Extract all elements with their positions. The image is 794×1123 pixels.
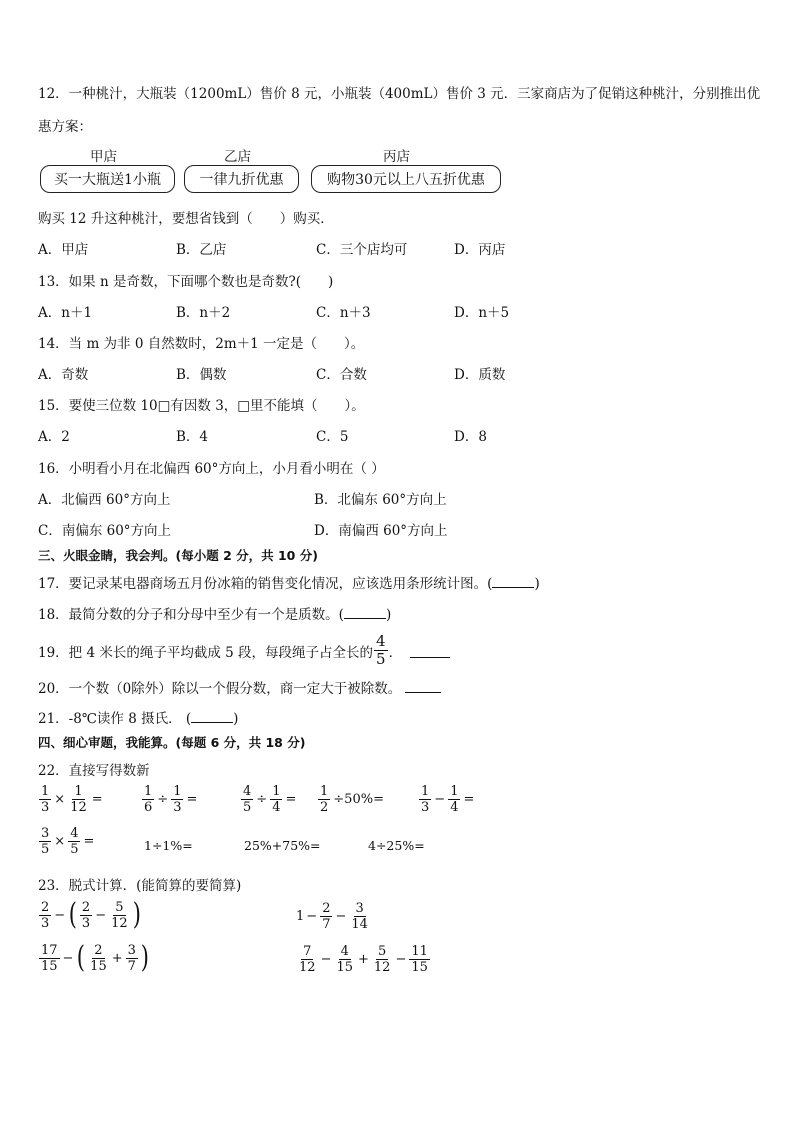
- q12-options: [38, 238, 505, 258]
- q21-text: 21．-8℃读作 8 摄氏． (: [38, 711, 192, 727]
- q18-answer-blank[interactable]: [344, 618, 386, 619]
- shop-bing-offer: 购物30元以上八五折优惠: [311, 165, 501, 193]
- q22-expr-2: $\frac{1}{6}$ ÷ $\frac{1}{3}$ =: [144, 784, 198, 815]
- q22-expr-6: $\frac{3}{5}$ × $\frac{4}{5}$ =: [41, 826, 95, 857]
- q23-expr-3: $\frac{17}{15}$ − ( $\frac{2}{15}$ + $\frac{3}{7}$ ): [41, 940, 149, 975]
- fraction: $\frac{4}{15}$: [336, 944, 353, 975]
- q19-fraction-numerator: 4: [376, 632, 386, 650]
- fraction: $\frac{1}{12}$: [70, 784, 87, 815]
- q19-line: [38, 634, 450, 667]
- q12-stem-line2: 惠方案：: [38, 119, 92, 135]
- q13-option-d[interactable]: D．n＋5: [454, 305, 510, 321]
- q13-option-b[interactable]: B．n＋2: [176, 305, 231, 321]
- fraction: $\frac{1}{3}$: [173, 784, 182, 815]
- fraction: $\frac{2}{15}$: [90, 942, 107, 974]
- shop-yi-offer: 一律九折优惠: [184, 165, 299, 193]
- q14-stem: 14．当 m 为非 0 自然数时，2m＋1 一定是（ ）。: [38, 336, 365, 352]
- q13-option-a[interactable]: A．n＋1: [38, 305, 93, 321]
- q19-fraction-denominator: 5: [376, 650, 386, 668]
- q13-options: [38, 301, 509, 321]
- q14-option-b[interactable]: B．偶数: [176, 367, 227, 383]
- q12-stem-line1: 12．一种桃汁，大瓶装（1200mL）售价 8 元，小瓶装（400mL）售价 3 元．三家商店为了促销这种桃汁，分别推出优: [38, 86, 761, 102]
- q21-close-paren: ): [233, 711, 239, 727]
- q15-options: [38, 425, 487, 445]
- fraction: $\frac{1}{4}$: [450, 784, 459, 815]
- fraction: $\frac{11}{15}$: [411, 944, 428, 975]
- q20-text: 20．一个数（0除外）除以一个假分数，商一定大于被除数。: [38, 681, 402, 697]
- fraction: $\frac{1}{6}$: [144, 784, 153, 815]
- q21-answer-blank[interactable]: [191, 722, 233, 723]
- q22-expr-5: $\frac{1}{3}$ − $\frac{1}{4}$ =: [421, 784, 475, 815]
- fraction: $\frac{1}{4}$: [272, 784, 281, 815]
- q15-option-a[interactable]: A．2: [38, 429, 70, 445]
- q17-line: [38, 572, 540, 592]
- q13-option-c[interactable]: C．n＋3: [316, 305, 371, 321]
- q12-option-a[interactable]: A．甲店: [38, 242, 89, 258]
- fraction: $\frac{3}{7}$: [127, 942, 136, 974]
- q23-expr-1: $\frac{2}{3}$ − ( $\frac{2}{3}$ − $\frac{5}{12}$ ): [41, 897, 141, 932]
- q22-expr-8: 25%+75%=: [244, 838, 321, 853]
- q23-expr-4: $\frac{7}{12}$ − $\frac{4}{15}$ + $\frac{5}{12}$ − $\frac{11}{15}$: [299, 944, 428, 975]
- fraction: $\frac{4}{5}$: [243, 784, 252, 815]
- q19-text: 19．把 4 米长的绳子平均截成 5 段，每段绳子占全长的: [38, 644, 374, 661]
- fraction: $\frac{5}{12}$: [111, 899, 128, 931]
- q19-period: ．: [388, 644, 403, 661]
- fraction: $\frac{3}{5}$: [41, 826, 50, 857]
- q18-line: [38, 603, 391, 623]
- q16-options-row2: [38, 519, 448, 539]
- q23-title: 23．脱式计算．(能简算的要简算): [38, 878, 242, 894]
- q17-close-paren: ): [534, 576, 540, 592]
- q17-answer-blank[interactable]: [492, 587, 534, 588]
- q12-option-b[interactable]: B．乙店: [176, 242, 227, 258]
- q20-line: [38, 677, 441, 697]
- q13-stem: 13．如果 n 是奇数，下面哪个数也是奇数?( ): [38, 274, 334, 290]
- shop-bing-label: 丙店: [383, 149, 410, 165]
- fraction: $\frac{4}{5}$: [70, 826, 79, 857]
- section4-heading: 四、细心审题，我能算。(每题 6 分，共 18 分): [38, 735, 306, 750]
- q14-option-d[interactable]: D．质数: [454, 367, 506, 383]
- q18-text: 18．最简分数的分子和分母中至少有一个是质数。(: [38, 607, 344, 623]
- fraction: $\frac{17}{15}$: [41, 942, 58, 974]
- fraction: $\frac{1}{3}$: [421, 784, 430, 815]
- shop-yi-label: 乙店: [224, 149, 251, 165]
- q22-expr-7: 1÷1%=: [144, 838, 193, 853]
- fraction: $\frac{1}{2}$: [320, 784, 329, 815]
- q15-option-d[interactable]: D．8: [454, 429, 487, 445]
- q16-option-c[interactable]: C．南偏东 60°方向上: [38, 523, 172, 539]
- q15-option-c[interactable]: C．5: [316, 429, 349, 445]
- q22-title: 22．直接写得数新: [38, 763, 150, 779]
- q16-option-b[interactable]: B．北偏东 60°方向上: [314, 492, 447, 508]
- fraction: $\frac{2}{3}$: [41, 899, 50, 931]
- q16-option-d[interactable]: D．南偏西 60°方向上: [314, 523, 448, 539]
- q16-options-row1: [38, 488, 447, 508]
- q16-option-a[interactable]: A．北偏西 60°方向上: [38, 492, 171, 508]
- q22-expr-9: 4÷25%=: [368, 838, 425, 853]
- q12-question: 购买 12 升这种桃汁，要想省钱到（ ）购买．: [38, 211, 334, 227]
- q12-option-c[interactable]: C．三个店均可: [316, 242, 408, 258]
- q15-stem: 15．要使三位数 10□有因数 3，□里不能填（ ）。: [38, 398, 365, 414]
- q21-line: [38, 707, 238, 727]
- q23-expr-2: 1 − $\frac{2}{7}$ − $\frac{3}{14}$: [296, 901, 368, 932]
- fraction: $\frac{2}{3}$: [81, 899, 91, 931]
- q12-option-d[interactable]: D．丙店: [454, 242, 506, 258]
- shop-jia-offer: 买一大瓶送1小瓶: [40, 165, 175, 193]
- q22-expr-4: $\frac{1}{2}$ ÷50%=: [320, 784, 384, 815]
- fraction: $\frac{1}{3}$: [41, 784, 50, 815]
- q15-option-b[interactable]: B．4: [176, 429, 209, 445]
- shop-jia-label: 甲店: [90, 149, 117, 165]
- q22-expr-3: $\frac{4}{5}$ ÷ $\frac{1}{4}$ =: [243, 784, 297, 815]
- fraction: $\frac{2}{7}$: [322, 901, 331, 932]
- q14-option-a[interactable]: A．奇数: [38, 367, 89, 383]
- q22-expr-1: $\frac{1}{3}$ × $\frac{1}{12}$ =: [41, 784, 103, 815]
- q14-option-c[interactable]: C．合数: [316, 367, 367, 383]
- q18-close-paren: ): [385, 607, 392, 623]
- q14-options: [38, 363, 505, 383]
- q16-stem: 16．小明看小月在北偏西 60°方向上，小月看小明在（ ）: [38, 461, 385, 477]
- section3-heading: 三、火眼金睛，我会判。(每小题 2 分，共 10 分): [38, 548, 318, 563]
- q17-text: 17．要记录某电器商场五月份冰箱的销售变化情况，应该选用条形统计图。(: [38, 576, 493, 592]
- fraction: $\frac{7}{12}$: [299, 944, 316, 975]
- fraction: $\frac{5}{12}$: [373, 944, 391, 975]
- q20-answer-blank[interactable]: [405, 692, 441, 693]
- q19-answer-blank[interactable]: [410, 643, 450, 658]
- fraction: $\frac{3}{14}$: [351, 901, 368, 932]
- q19-fraction: [374, 634, 388, 667]
